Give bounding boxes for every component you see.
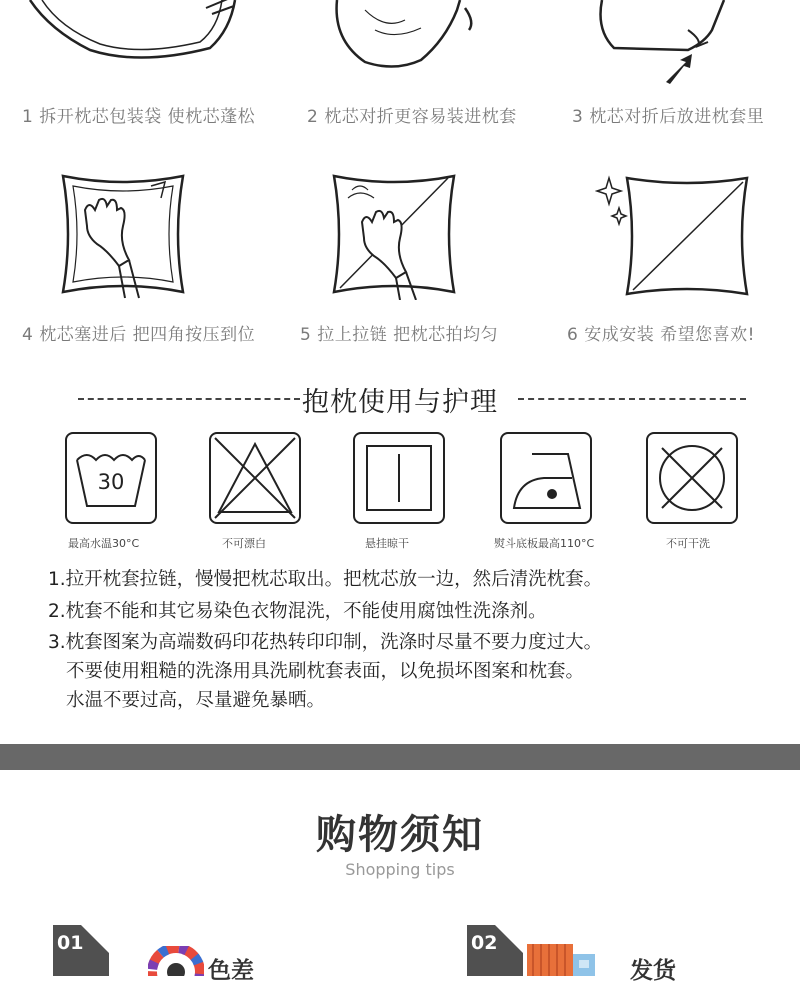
tip-badge-02-notch xyxy=(495,925,523,953)
step-5-caption: 5 拉上拉链 把枕芯拍均匀 xyxy=(300,325,499,345)
pillow-fold-icon xyxy=(325,0,505,75)
tip-badge-01: 01 xyxy=(53,925,109,976)
shopping-title: 购物须知 xyxy=(316,812,484,858)
zip-pat-icon xyxy=(330,170,465,300)
divider-dashes-right xyxy=(518,398,746,400)
pillow-unpack-icon xyxy=(20,0,250,75)
wash-temperature: 30 xyxy=(97,470,125,494)
step-2-caption: 2 枕芯对折更容易装进枕套 xyxy=(307,107,517,127)
shopping-subtitle: Shopping tips xyxy=(345,860,455,879)
no-dry-clean-icon xyxy=(646,432,738,524)
finished-pillow-icon xyxy=(595,170,760,305)
care-note-1: 1.拉开枕套拉链，慢慢把枕芯取出。把枕芯放一边，然后清洗枕套。 xyxy=(48,569,603,590)
tip-label-shipping: 发货 xyxy=(630,958,676,984)
step-6-caption: 6 安成安装 希望您喜欢! xyxy=(567,325,755,345)
care-label-wash: 最高水温30°C xyxy=(68,537,140,550)
care-note-3: 3.枕套图案为高端数码印花热转印印制，洗涤时尽量不要力度过大。 xyxy=(48,632,603,653)
step-4-caption: 4 枕芯塞进后 把四角按压到位 xyxy=(22,325,256,345)
care-label-no-dry-clean: 不可干洗 xyxy=(666,537,710,550)
care-note-3-cont-1: 不要使用粗糙的洗涤用具洗刷枕套表面，以免损坏图案和枕套。 xyxy=(66,661,585,682)
care-section-title: 抱枕使用与护理 xyxy=(302,387,498,418)
tip-label-color: 色差 xyxy=(208,958,254,984)
shipping-box-icon xyxy=(527,940,607,976)
step-3-caption: 3 枕芯对折后放进枕套里 xyxy=(572,107,765,127)
care-note-2: 2.枕套不能和其它易染色衣物混洗，不能使用腐蚀性洗涤剂。 xyxy=(48,601,547,622)
care-label-no-bleach: 不可漂白 xyxy=(222,537,266,550)
care-note-3-cont-2: 水温不要过高，尽量避免暴晒。 xyxy=(66,690,326,711)
color-wheel-icon xyxy=(148,946,204,976)
care-label-iron: 熨斗底板最高110°C xyxy=(494,537,595,550)
step-1-caption: 1 拆开枕芯包装袋 使枕芯蓬松 xyxy=(22,107,256,127)
tip-badge-01-notch xyxy=(81,925,109,953)
no-bleach-icon xyxy=(209,432,301,524)
tip-badge-02: 02 xyxy=(467,925,523,976)
pillow-insert-icon xyxy=(590,0,740,85)
care-label-line-dry: 悬挂晾干 xyxy=(365,537,409,550)
iron-110-icon xyxy=(500,432,592,524)
line-dry-icon xyxy=(353,432,445,524)
press-corners-icon xyxy=(55,170,190,300)
wash-30-icon xyxy=(65,432,157,524)
section-divider xyxy=(0,744,800,770)
